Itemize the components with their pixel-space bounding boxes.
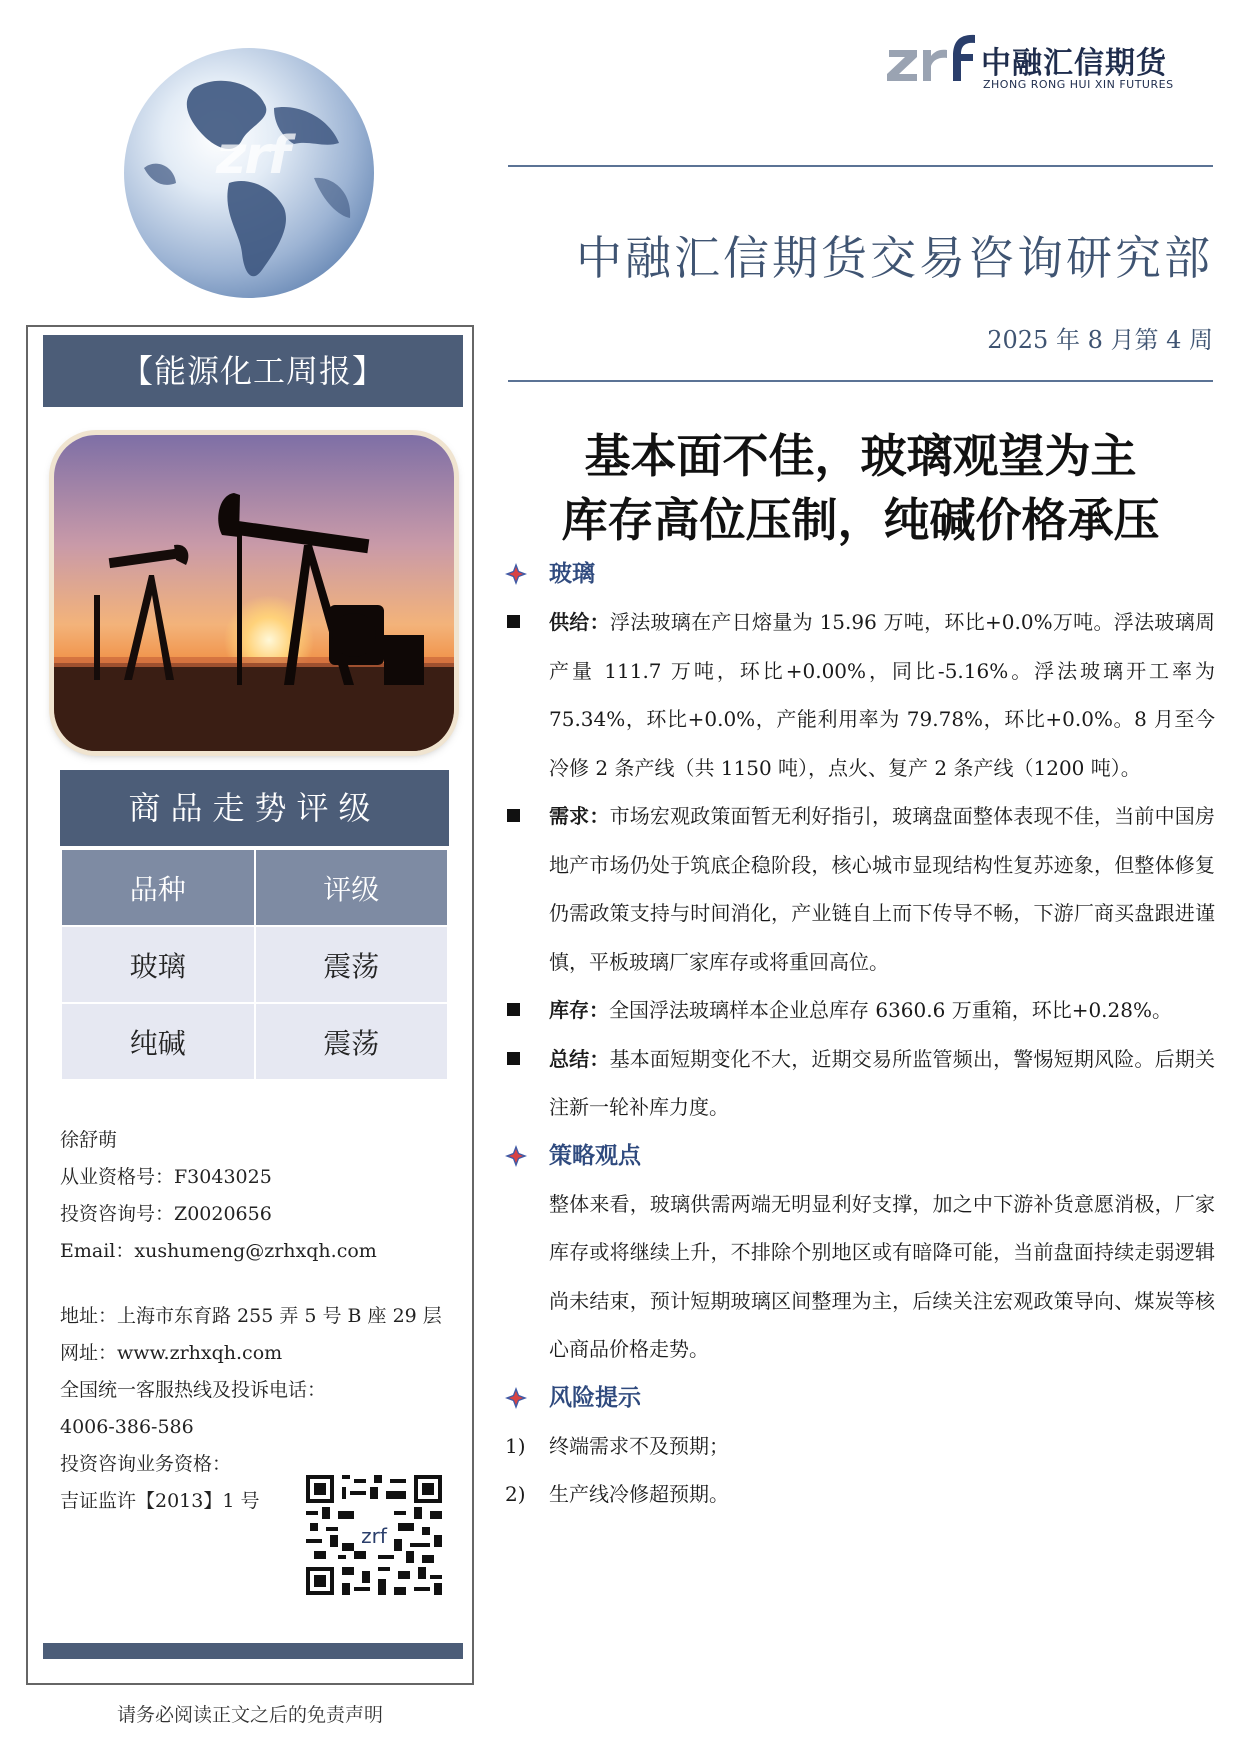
rating-header-rating: 评级 bbox=[256, 850, 448, 925]
qualification-label: 投资咨询业务资格： bbox=[60, 1453, 232, 1475]
table-row bbox=[62, 1004, 447, 1079]
analyst-email: Email：xushumeng@zrhxqh.com bbox=[60, 1240, 377, 1262]
company-logo bbox=[885, 30, 1175, 100]
rating-table bbox=[60, 848, 449, 1081]
risk-item-text: 生产线冷修超预期。 bbox=[549, 1482, 729, 1506]
analyst-license: 从业资格号：F3043025 bbox=[60, 1166, 272, 1188]
table-row bbox=[62, 927, 447, 1002]
arrow-section-icon bbox=[505, 1145, 527, 1167]
rating-item: 纯碱 bbox=[62, 1004, 254, 1079]
analyst-name: 徐舒萌 bbox=[60, 1129, 118, 1151]
square-bullet-icon bbox=[507, 1052, 520, 1065]
para-label: 库存： bbox=[549, 998, 609, 1022]
company-address: 地址：上海市东育路 255 弄 5 号 B 座 29 层 bbox=[60, 1305, 442, 1327]
glass-summary-paragraph bbox=[505, 1035, 1215, 1132]
rating-item: 玻璃 bbox=[62, 927, 254, 1002]
section-title-glass: 玻璃 bbox=[549, 561, 595, 587]
rating-value: 震荡 bbox=[256, 1004, 448, 1079]
headline-line-2: 库存高位压制，纯碱价格承压 bbox=[561, 493, 1160, 547]
main-content bbox=[505, 550, 1215, 1519]
square-bullet-icon bbox=[507, 615, 520, 628]
qualification-number: 吉证监许【2013】1 号 bbox=[60, 1490, 260, 1512]
headline-line-1: 基本面不佳，玻璃观望为主 bbox=[584, 429, 1137, 483]
square-bullet-icon bbox=[507, 809, 520, 822]
arrow-section-icon bbox=[505, 1387, 527, 1409]
rating-header-item: 品种 bbox=[62, 850, 254, 925]
rating-value: 震荡 bbox=[256, 927, 448, 1002]
risk-item bbox=[505, 1422, 1215, 1471]
disclaimer-notice: 请务必阅读正文之后的免责声明 bbox=[116, 1704, 383, 1726]
para-text: 基本面短期变化不大，近期交易所监管频出，警惕短期风险。后期关注新一轮补库力度。 bbox=[549, 1046, 1215, 1119]
glass-supply-paragraph bbox=[505, 598, 1215, 792]
section-title-risk: 风险提示 bbox=[549, 1384, 641, 1411]
para-label: 供给： bbox=[549, 610, 610, 634]
risk-item-text: 终端需求不及预期； bbox=[549, 1433, 729, 1458]
section-title-strategy: 策略观点 bbox=[549, 1142, 641, 1169]
section-strategy bbox=[505, 1132, 1215, 1180]
para-label: 总结： bbox=[549, 1046, 610, 1071]
department-title: 中融汇信期货交易咨询研究部 bbox=[576, 231, 1213, 285]
qr-center-logo: zrf bbox=[361, 1524, 387, 1548]
para-text: 市场宏观政策面暂无利好指引，玻璃盘面整体表现不佳，当前中国房地产市场仍处于筑底企稳阶段，核心城市显现结构性复苏迹象，但整体修复仍需政策支持与时间消化，产业链自上而下传导不畅，下游厂商买盘跟进谨慎，平板玻璃厂家库存或将重回高位。 bbox=[549, 804, 1215, 974]
company-name-en: ZHONG RONG HUI XIN FUTURES bbox=[983, 78, 1174, 91]
risk-item bbox=[505, 1470, 1215, 1519]
rating-section-title: 商品走势评级 bbox=[60, 770, 449, 846]
sidebar-panel bbox=[26, 325, 474, 1685]
section-glass bbox=[505, 550, 1215, 598]
sidebar-footer-bar bbox=[43, 1643, 463, 1659]
oil-pump-sunset-image bbox=[54, 435, 454, 751]
report-type-title: 【能源化工周报】 bbox=[43, 335, 463, 407]
glass-demand-paragraph bbox=[505, 792, 1215, 986]
glass-inventory-paragraph bbox=[505, 986, 1215, 1035]
analyst-contact-info bbox=[60, 1122, 442, 1520]
globe-logo-image bbox=[124, 48, 374, 298]
risk-item-number: 2) bbox=[505, 1482, 526, 1506]
header-divider-bottom bbox=[508, 380, 1213, 382]
section-risk bbox=[505, 1374, 1215, 1422]
qr-code-icon bbox=[306, 1475, 442, 1595]
para-text: 全国浮法玻璃样本企业总库存 6360.6 万重箱，环比+0.28%。 bbox=[609, 998, 1172, 1022]
arrow-section-icon bbox=[505, 563, 527, 585]
para-label: 需求： bbox=[549, 804, 610, 828]
globe-watermark-logo: zrf bbox=[216, 126, 289, 186]
rating-table-header-row bbox=[62, 850, 447, 925]
analyst-consult-number: 投资咨询号：Z0020656 bbox=[60, 1203, 272, 1225]
header-divider-top bbox=[508, 165, 1213, 167]
para-text: 浮法玻璃在产日熔量为 15.96 万吨，环比+0.0%万吨。浮法玻璃周产量 111.7 万吨，环比+0.00%，同比-5.16%。浮法玻璃开工率为 75.34%，环比+0.0%，产能利用率为 79.78%，环比+0.0%。8 月至今冷修 2 条产线（共 1150 吨），点火、复产 2 条产线（1200 吨）。 bbox=[549, 610, 1215, 780]
company-website: 网址：www.zrhxqh.com bbox=[60, 1342, 283, 1364]
square-bullet-icon bbox=[507, 1003, 520, 1016]
risk-item-number: 1) bbox=[505, 1433, 526, 1458]
company-name-cn: 中融汇信期货 bbox=[981, 46, 1167, 81]
strategy-paragraph: 整体来看，玻璃供需两端无明显利好支撑，加之中下游补货意愿消极，厂家库存或将继续上升，不排除个别地区或有暗降可能，当前盘面持续走弱逻辑尚未结束，预计短期玻璃区间整理为主，后续关注宏观政策导向、煤炭等核心商品价格走势。 bbox=[549, 1191, 1215, 1361]
spacer bbox=[60, 1270, 442, 1298]
report-week: 2025 年 8 月第 4 周 bbox=[987, 326, 1213, 354]
hotline-number: 4006-386-586 bbox=[60, 1416, 194, 1438]
hotline-label: 全国统一客服热线及投诉电话： bbox=[60, 1379, 327, 1401]
zrf-logo-icon bbox=[885, 30, 977, 100]
